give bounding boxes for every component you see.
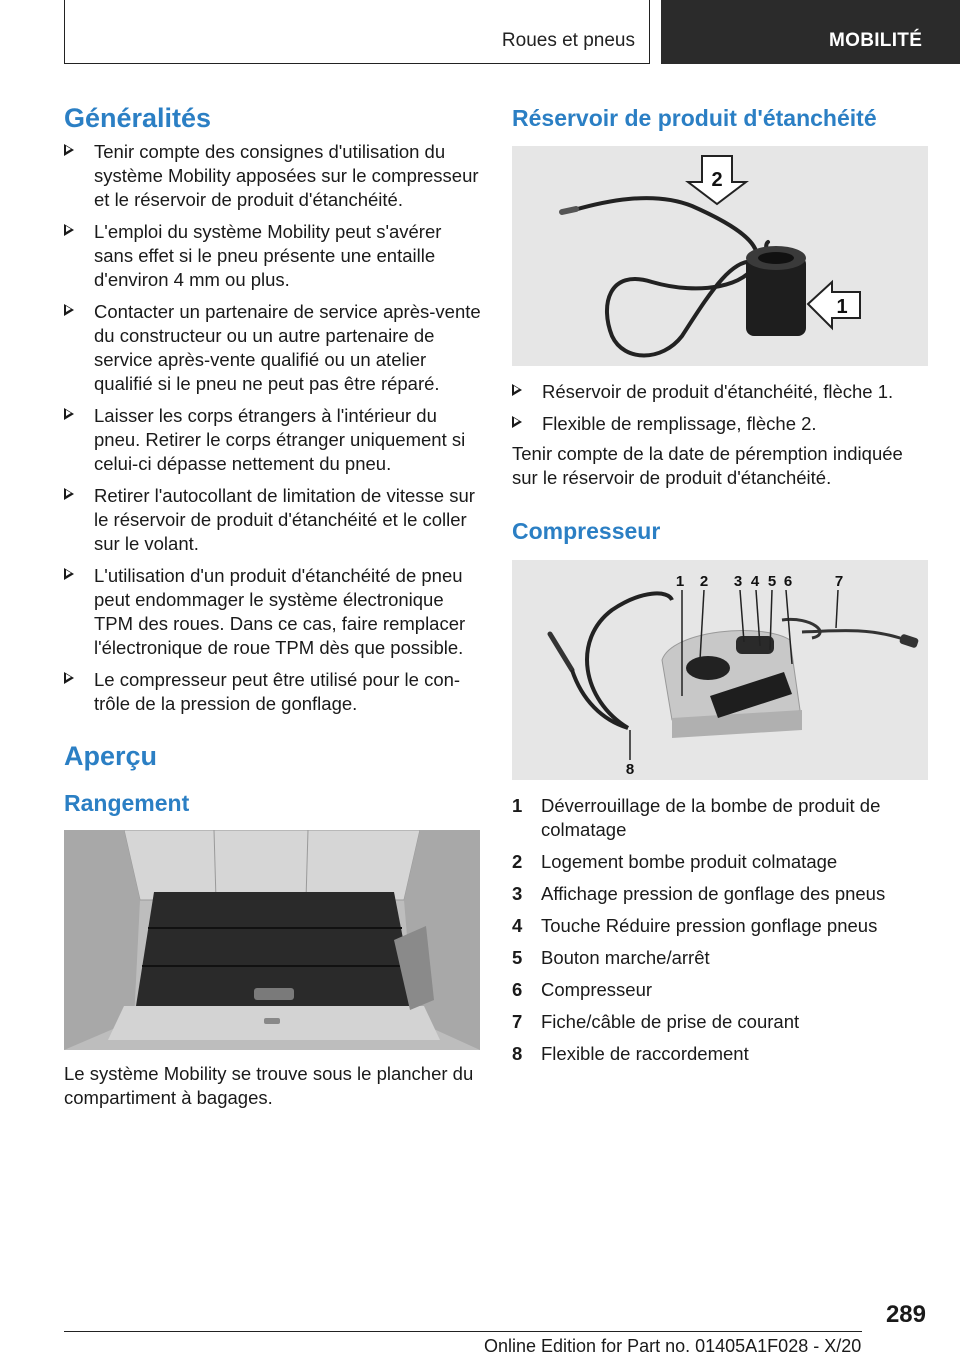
bullet-item: Contacter un partenaire de service après-vente du constructeur ou un autre partenaire de service après-vente qualifié ou un atelier qualifié si le pneu ne peut pas être réparé. xyxy=(64,300,482,396)
reservoir-note: Tenir compte de la date de péremption indiquée sur le réservoir de produit d'étanchéité. xyxy=(512,443,903,488)
storage-heading: Rangement xyxy=(64,790,190,816)
callout-number: 6 xyxy=(783,573,793,590)
general-heading: Généralités xyxy=(64,103,212,133)
triangle-bullet-icon xyxy=(64,224,74,236)
callout-number: 3 xyxy=(733,573,743,590)
bullet-item: Réservoir de produit d'étanchéité, flèche 1. xyxy=(512,380,928,404)
triangle-bullet-icon xyxy=(64,568,74,580)
compressor-heading: Compresseur xyxy=(512,518,661,544)
legend-item: 4 Touche Réduire pression gonflage pneus xyxy=(512,915,878,936)
callout-number: 5 xyxy=(767,573,777,590)
reservoir-heading: Réservoir de produit d'étanchéité xyxy=(512,105,877,131)
legend-item: 5 Bouton marche/arrêt xyxy=(512,947,710,968)
legend-item: 6 Compresseur xyxy=(512,979,653,1000)
legend-item: 1 Déverrouillage de la bombe de produit de colmatage xyxy=(512,795,881,840)
bullet-item: L'utilisation d'un produit d'étanchéité de pneu peut endommager le système électronique TPM des roues. Dans ce cas, faire remplacer l'électronique de roue TPM dès que possible. xyxy=(64,564,482,660)
callout-number: 7 xyxy=(834,573,844,590)
callout-number: 2 xyxy=(699,573,709,590)
bullet-item: Retirer l'autocollant de limitation de vitesse sur le réservoir de produit d'étanchéité et le coller sur le volant. xyxy=(64,484,482,556)
triangle-bullet-icon xyxy=(512,384,522,396)
reservoir-bullet-list xyxy=(512,380,928,436)
bullet-item: Laisser les corps étrangers à l'intérieur du pneu. Retirer le corps étranger uniquement si celui-ci dépasse nettement du pneu. xyxy=(64,404,482,476)
chapter-tab xyxy=(661,0,960,64)
general-bullet-list xyxy=(64,140,482,716)
section-title: Roues et pneus xyxy=(501,30,635,51)
reservoir-image xyxy=(512,146,928,366)
bullet-item: Le compresseur peut être utilisé pour le contrôle de la pression de gonflage. xyxy=(64,668,482,716)
legend-item: 8 Flexible de raccordement xyxy=(512,1043,749,1064)
triangle-bullet-icon xyxy=(64,672,74,684)
triangle-bullet-icon xyxy=(64,144,74,156)
callout-number: 4 xyxy=(750,573,760,590)
chapter-title: MOBILITÉ xyxy=(829,30,923,51)
bullet-item: Tenir compte des consignes d'utilisation du système Mobility apposées sur le compresseur et le réservoir de produit d'étanchéité. xyxy=(64,140,482,212)
legend-item: 7 Fiche/câble de prise de courant xyxy=(512,1011,800,1032)
page-header xyxy=(0,0,960,64)
storage-text: Le système Mobility se trouve sous le plancher du compartiment à bagages. xyxy=(64,1063,474,1108)
right-column xyxy=(512,100,928,1074)
compressor-legend xyxy=(512,794,928,1066)
compressor-image xyxy=(512,560,928,780)
callout-number: 1 xyxy=(675,573,685,590)
triangle-bullet-icon xyxy=(64,408,74,420)
left-column xyxy=(64,100,482,1110)
triangle-bullet-icon xyxy=(512,416,522,428)
legend-item: 3 Affichage pression de gonflage des pneus xyxy=(512,883,886,904)
arrow-label: 2 xyxy=(711,169,723,191)
edition-footer: Online Edition for Part no. 01405A1F028 - X/20 xyxy=(484,1336,862,1356)
triangle-bullet-icon xyxy=(64,304,74,316)
callout-number: 8 xyxy=(625,761,635,778)
triangle-bullet-icon xyxy=(64,488,74,500)
header-frame xyxy=(64,0,650,64)
overview-heading: Aperçu xyxy=(64,741,158,771)
legend-item: 2 Logement bombe produit colmatage xyxy=(512,851,838,872)
footer-divider xyxy=(64,1331,862,1332)
bullet-item: Flexible de remplissage, flèche 2. xyxy=(512,412,928,436)
trunk-storage-image xyxy=(64,830,480,1050)
arrow-label: 1 xyxy=(836,296,848,318)
page-number: 289 xyxy=(885,1301,926,1328)
bullet-item: L'emploi du système Mobility peut s'avérer sans effet si le pneu présente une entaille d'environ 4 mm ou plus. xyxy=(64,220,482,292)
